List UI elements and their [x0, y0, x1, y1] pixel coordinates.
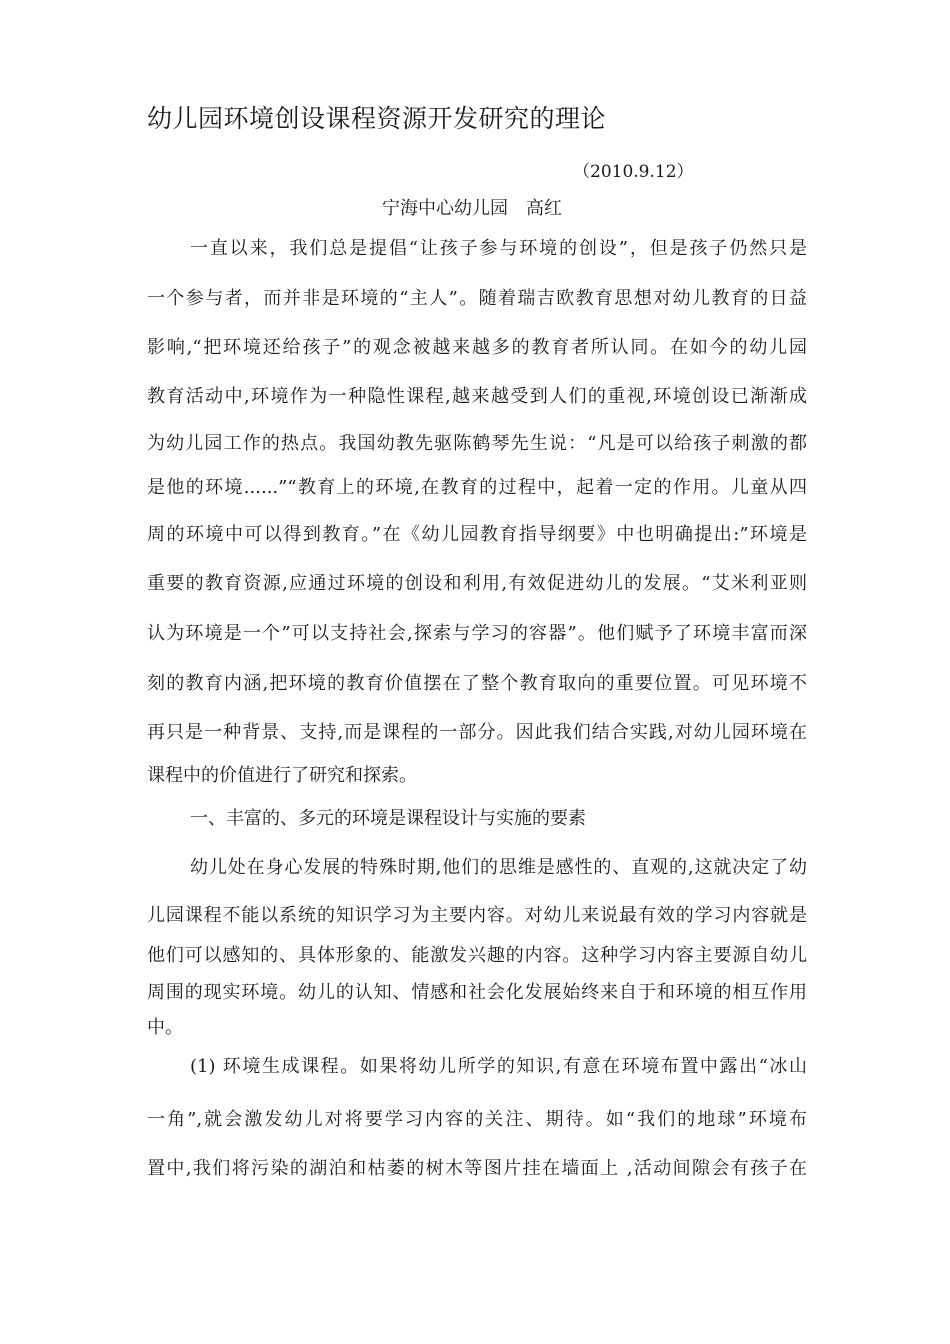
paragraph-line: 儿园课程不能以系统的知识学习为主要内容。对幼儿来说最有效的学习内容就是 [147, 905, 807, 926]
paragraph-line: 幼儿处在身心发展的特殊时期,他们的思维是感性的、直观的,这就决定了幼 [190, 857, 807, 878]
paragraph-line: 一角”,就会激发幼儿对将要学习内容的关注、期待。如“我们的地球”环境布 [147, 1109, 807, 1130]
paragraph-line: 周的环境中可以得到教育。”在《幼儿园教育指导纲要》中也明确提出:”环境是 [147, 524, 807, 545]
paragraph-line: 教育活动中,环境作为一种隐性课程,越来越受到人们的重视,环境创设已渐渐成 [147, 386, 807, 407]
paragraph-line: 为幼儿园工作的热点。我国幼教先驱陈鹤琴先生说：“凡是可以给孩子刺激的都 [147, 433, 807, 454]
paragraph-line: 认为环境是一个”可以支持社会,探索与学习的容器”。他们赋予了环境丰富而深 [147, 623, 807, 644]
paragraph-line: 中。 [147, 1017, 183, 1038]
document-date: （2010.9.12） [573, 162, 694, 182]
paragraph-line: 一个参与者，而并非是环境的“主人”。随着瑞吉欧教育思想对幼儿教育的日益 [147, 288, 807, 309]
paragraph-line: (1) 环境生成课程。如果将幼儿所学的知识,有意在环境布置中露出“冰山 [190, 1056, 807, 1077]
document-title: 幼儿园环境创设课程资源开发研究的理论 [147, 104, 607, 133]
paragraph-line: 他们可以感知的、具体形象的、能激发兴趣的内容。这种学习内容主要源自幼儿 [147, 945, 807, 966]
paragraph-line: 周围的现实环境。幼儿的认知、情感和社会化发展始终来自于和环境的相互作用 [147, 982, 807, 1003]
paragraph-line: 是他的环境......”“教育上的环境,在教育的过程中，起着一定的作用。儿童从四 [147, 477, 807, 498]
paragraph-line: 一直以来，我们总是提倡“让孩子参与环境的创设”，但是孩子仍然只是 [190, 238, 807, 259]
paragraph-line: 置中,我们将污染的湖泊和枯萎的树木等图片挂在墙面上 ,活动间隙会有孩子在 [147, 1158, 807, 1179]
document-author: 宁海中心幼儿园 高红 [382, 198, 562, 219]
paragraph-line: 重要的教育资源,应通过环境的创设和利用,有效促进幼儿的发展。“艾米利亚则 [147, 573, 807, 594]
paragraph-line: 课程中的价值进行了研究和探索。 [147, 765, 417, 786]
paragraph-line: 刻的教育内涵,把环境的教育价值摆在了整个教育取向的重要位置。可见环境不 [147, 673, 807, 694]
paragraph-line: 再只是一种背景、支持,而是课程的一部分。因此我们结合实践,对幼儿园环境在 [147, 722, 807, 743]
section-heading: 一、丰富的、多元的环境是课程设计与实施的要素 [190, 808, 586, 829]
paragraph-line: 影响,“把环境还给孩子”的观念被越来越多的教育者所认同。在如今的幼儿园 [147, 337, 807, 358]
